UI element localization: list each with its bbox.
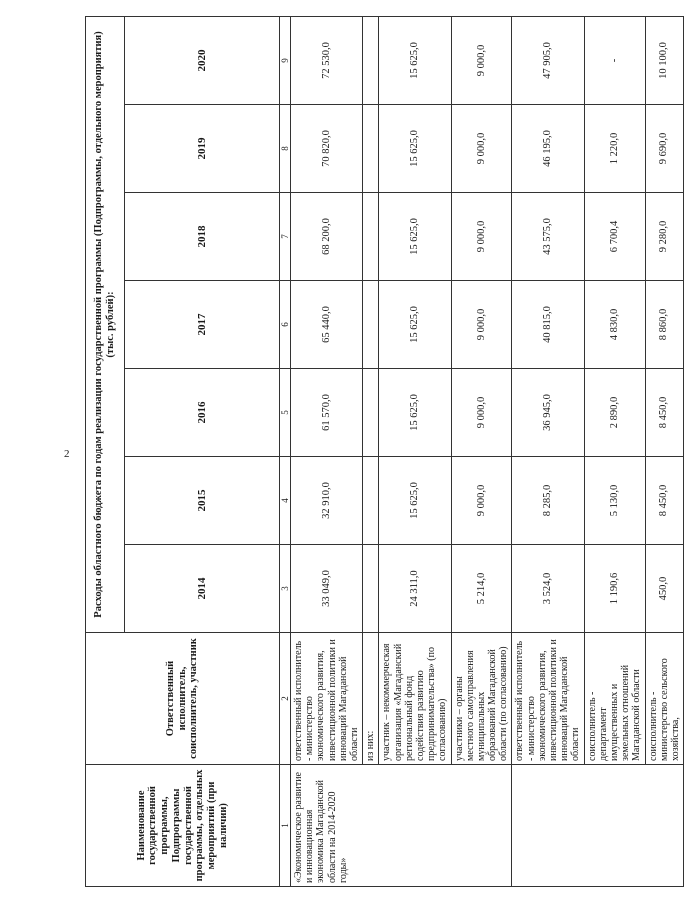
value-cell: 8 285,0 [512,457,584,545]
year-2017: 2017 [125,281,280,369]
year-2018: 2018 [125,193,280,281]
col-number: 9 [280,16,291,104]
value-cell: 4 830,0 [584,281,645,369]
year-2015: 2015 [125,457,280,545]
value-cell: 15 625,0 [379,16,451,104]
value-cell: 5 214,0 [451,545,512,633]
value-cell: 47 905,0 [512,16,584,104]
table-row [379,16,451,886]
value-cell: 3 524,0 [512,545,584,633]
value-cell: 9 000,0 [451,281,512,369]
year-2016: 2016 [125,369,280,457]
value-cell [363,545,379,633]
value-cell [363,281,379,369]
value-cell: 9 000,0 [451,457,512,545]
executor-cell: ответственный исполнитель - министерство экономического развития, инвестиционной политики и инноваций Магаданской области [512,633,584,765]
table-row [512,16,584,886]
value-cell: 1 220,0 [584,105,645,193]
value-cell: 43 575,0 [512,193,584,281]
program-name: «Экономическое развитие и инновационная экономика Магаданской области на 2014-2020 годы» [291,765,512,887]
col-number: 8 [280,105,291,193]
value-cell: 10 100,0 [645,16,684,104]
value-cell: 9 000,0 [451,369,512,457]
year-2014: 2014 [125,545,280,633]
value-cell: 32 910,0 [291,457,363,545]
executor-cell: соисполнитель - министерство сельского хозяйства, [645,633,684,765]
value-cell [363,369,379,457]
value-cell: 72 530,0 [291,16,363,104]
value-cell: 24 311,0 [379,545,451,633]
value-cell: 33 049,0 [291,545,363,633]
value-cell: 15 625,0 [379,281,451,369]
value-cell: 46 195,0 [512,105,584,193]
year-2020: 2020 [125,16,280,104]
col-number: 6 [280,281,291,369]
executor-cell: ответственный исполнитель - министерство экономического развития, инвестиционной политики и инноваций Магаданской области [291,633,363,765]
value-cell: 61 570,0 [291,369,363,457]
value-cell: 40 815,0 [512,281,584,369]
value-cell: 6 700,4 [584,193,645,281]
table-row [363,16,379,886]
value-cell: - [584,16,645,104]
year-2019: 2019 [125,105,280,193]
column-number-row [280,16,291,886]
value-cell [363,16,379,104]
col-number: 2 [280,633,291,765]
value-cell: 9 000,0 [451,105,512,193]
table-row [584,16,645,886]
executor-cell: соисполнитель - департамент имущественных и земельных отношений Магаданской области [584,633,645,765]
value-cell [363,193,379,281]
header-program-name: Наименование государственной программы, Подпрограммы государственной программы, отдельных мероприятий (при наличии) [86,765,280,887]
col-number: 7 [280,193,291,281]
value-cell: 450,0 [645,545,684,633]
value-cell: 15 625,0 [379,105,451,193]
value-cell: 15 625,0 [379,193,451,281]
col-number: 5 [280,369,291,457]
value-cell: 2 890,0 [584,369,645,457]
value-cell: 9 000,0 [451,193,512,281]
value-cell: 9 690,0 [645,105,684,193]
col-number: 4 [280,457,291,545]
value-cell: 36 945,0 [512,369,584,457]
value-cell: 9 000,0 [451,16,512,104]
table-row [645,16,684,886]
rotated-table-container [85,17,681,887]
col-number: 1 [280,765,291,887]
executor-cell: из них: [363,633,379,765]
col-number: 3 [280,545,291,633]
value-cell: 15 625,0 [379,457,451,545]
page-number: 2 [64,448,70,460]
value-cell: 1 190,6 [584,545,645,633]
table-row [291,16,363,886]
value-cell: 5 130,0 [584,457,645,545]
value-cell: 8 450,0 [645,369,684,457]
value-cell: 8 450,0 [645,457,684,545]
value-cell: 9 280,0 [645,193,684,281]
header-expenses: Расходы областного бюджета по годам реализации государственной программы (Подпрограммы, отдельного мероприятия) (тыс. рублей): [86,16,125,632]
header-executor: Ответственный исполнитель, соисполнитель, участник [86,633,280,765]
table-row [451,16,512,886]
value-cell: 68 200,0 [291,193,363,281]
program-name-empty [512,765,684,887]
value-cell: 70 820,0 [291,105,363,193]
budget-table [85,16,684,887]
value-cell: 8 860,0 [645,281,684,369]
value-cell [363,105,379,193]
value-cell: 15 625,0 [379,369,451,457]
value-cell: 65 440,0 [291,281,363,369]
executor-cell: участник – некоммерческая организация «Магаданский региональный фонд содействия развитию предпринимательства» (по согласованию) [379,633,451,765]
executor-cell: участники – органы местного самоуправления муниципальных образований Магаданской области (по согласованию) [451,633,512,765]
value-cell [363,457,379,545]
